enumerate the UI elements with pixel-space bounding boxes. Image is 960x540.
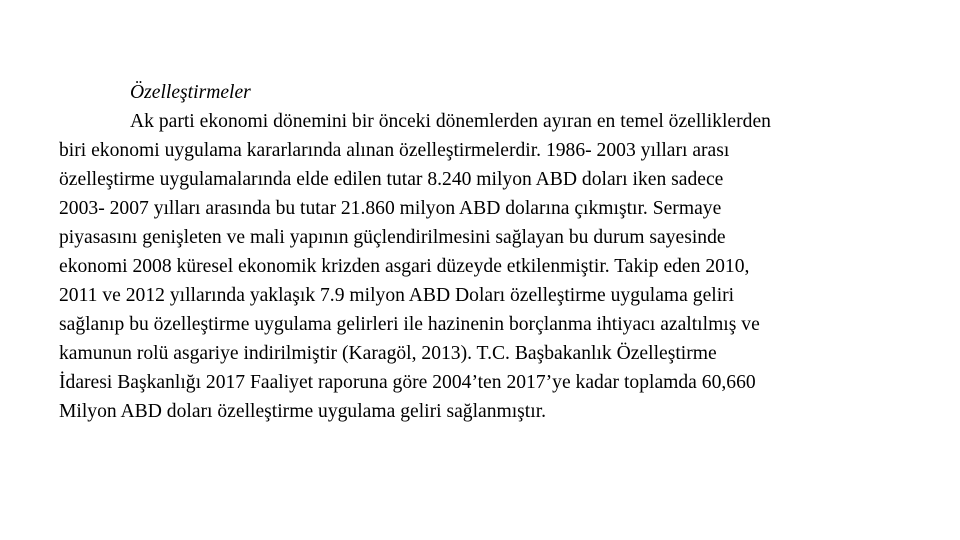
paragraph-line: biri ekonomi uygulama kararlarında alınan özelleştirmelerdir. 1986- 2003 yılları arası: [59, 140, 730, 161]
paragraph-line: piyasasını genişleten ve mali yapının güçlendirilmesini sağlayan bu durum sayesinde: [59, 227, 726, 248]
paragraph-line: kamunun rolü asgariye indirilmiştir (Karagöl, 2013). T.C. Başbakanlık Özelleştirme: [59, 343, 717, 364]
paragraph-line: Milyon ABD doları özelleştirme uygulama geliri sağlanmıştır.: [59, 401, 547, 422]
body-paragraph: [59, 107, 929, 426]
paragraph-line: 2003- 2007 yılları arasında bu tutar 21.860 milyon ABD dolarına çıkmıştır. Sermaye: [59, 198, 722, 219]
paragraph-line: İdaresi Başkanlığı 2017 Faaliyet raporuna göre 2004’ten 2017’ye kadar toplamda 60,660: [59, 372, 756, 393]
paragraph-line: sağlanıp bu özelleştirme uygulama gelirleri ile hazinenin borçlanma ihtiyacı azaltılmış ve: [59, 314, 760, 335]
text-body: [59, 78, 929, 426]
paragraph-line: özelleştirme uygulamalarında elde edilen tutar 8.240 milyon ABD doları iken sadece: [59, 169, 724, 190]
paragraph-line: ekonomi 2008 küresel ekonomik krizden asgari düzeyde etkilenmiştir. Takip eden 2010,: [59, 256, 750, 277]
section-heading: Özelleştirmeler: [130, 82, 251, 103]
paragraph-line: Ak parti ekonomi dönemini bir önceki dönemlerden ayıran en temel özelliklerden: [130, 111, 771, 132]
paragraph-line: 2011 ve 2012 yıllarında yaklaşık 7.9 milyon ABD Doları özelleştirme uygulama geliri: [59, 285, 735, 306]
